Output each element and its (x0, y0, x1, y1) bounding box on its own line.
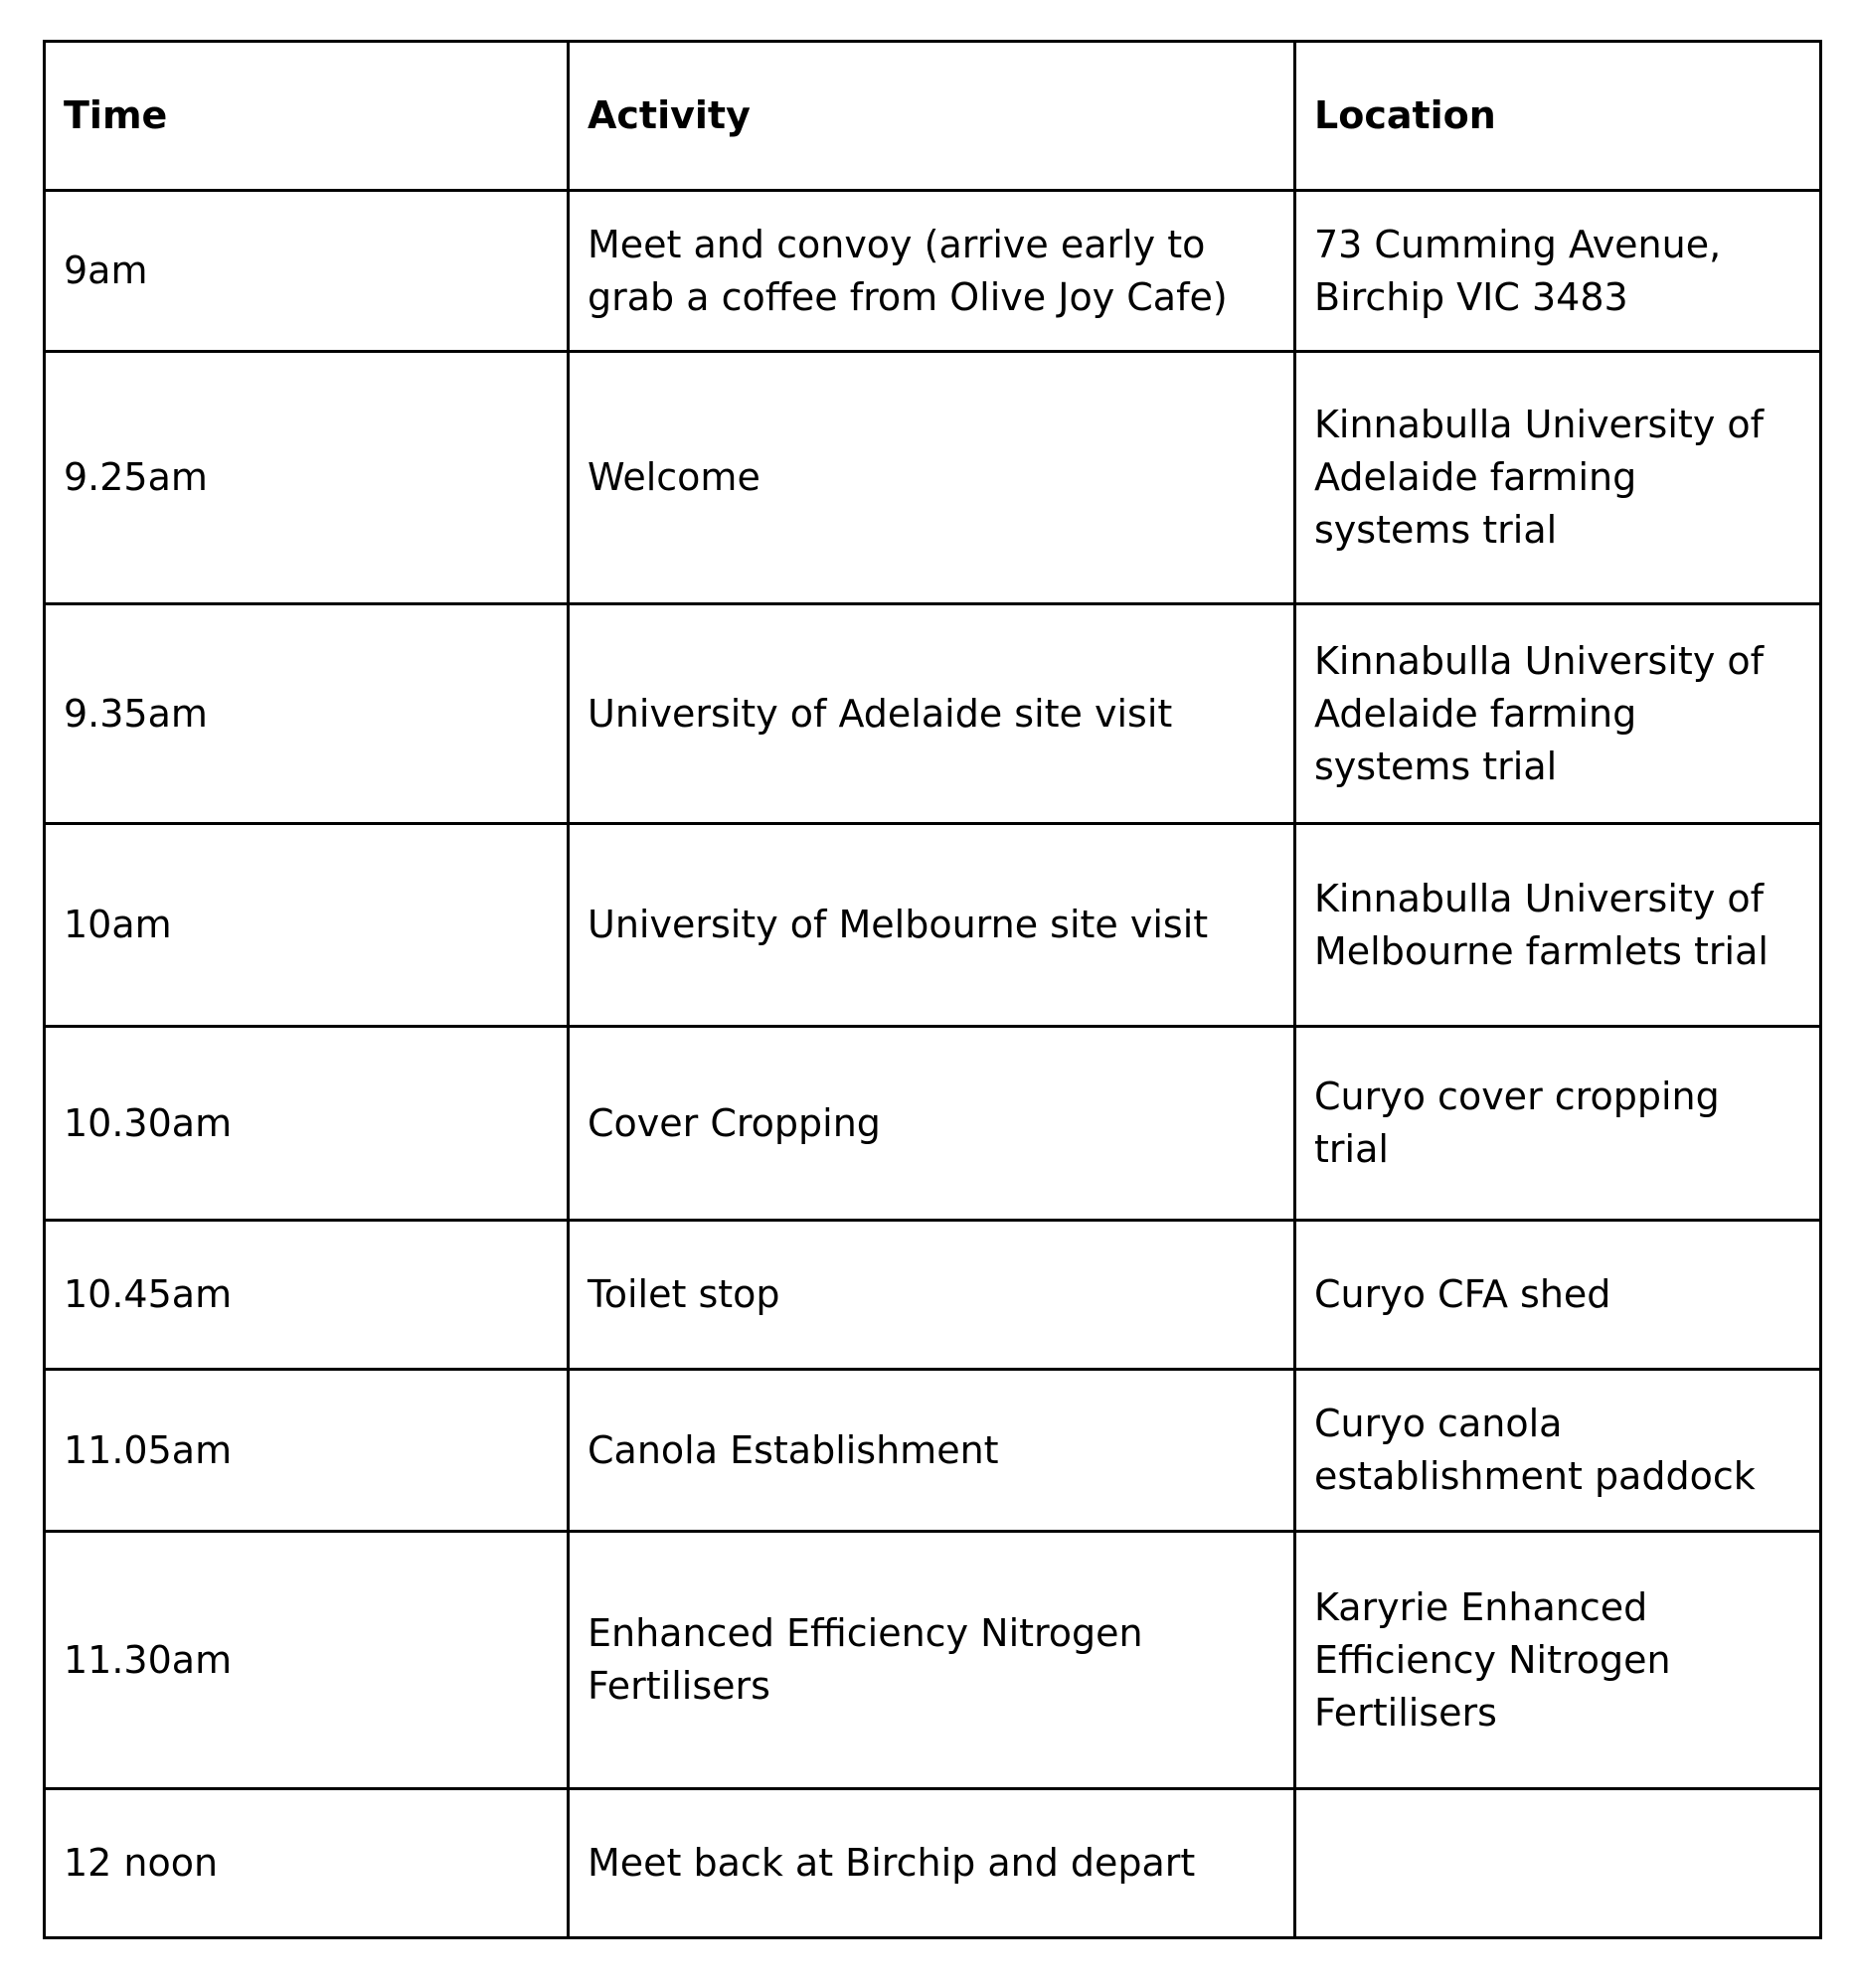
cell-activity: Toilet stop (569, 1221, 1295, 1370)
cell-activity: Cover Cropping (569, 1027, 1295, 1221)
cell-activity: University of Adelaide site visit (569, 604, 1295, 824)
cell-time: 11.05am (45, 1370, 569, 1532)
cell-time: 9.25am (45, 352, 569, 604)
cell-time: 10.30am (45, 1027, 569, 1221)
header-activity: Activity (569, 42, 1295, 191)
cell-time: 11.30am (45, 1532, 569, 1789)
cell-activity: Canola Establishment (569, 1370, 1295, 1532)
cell-location (1295, 1789, 1821, 1938)
header-row (45, 42, 1821, 191)
table-row (45, 352, 1821, 604)
table-row (45, 191, 1821, 352)
cell-activity: Welcome (569, 352, 1295, 604)
cell-location: Karyrie Enhanced Efficiency Nitrogen Fertilisers (1295, 1532, 1821, 1789)
table-row (45, 1221, 1821, 1370)
cell-time: 10am (45, 824, 569, 1027)
cell-activity: University of Melbourne site visit (569, 824, 1295, 1027)
table-row (45, 1027, 1821, 1221)
table-row (45, 824, 1821, 1027)
cell-location: Kinnabulla University of Adelaide farming systems trial (1295, 352, 1821, 604)
cell-location: Kinnabulla University of Adelaide farming systems trial (1295, 604, 1821, 824)
cell-location: Curyo canola establishment paddock (1295, 1370, 1821, 1532)
cell-location: Curyo CFA shed (1295, 1221, 1821, 1370)
header-time: Time (45, 42, 569, 191)
cell-activity: Meet back at Birchip and depart (569, 1789, 1295, 1938)
cell-activity: Meet and convoy (arrive early to grab a coffee from Olive Joy Cafe) (569, 191, 1295, 352)
table-row (45, 1789, 1821, 1938)
table-row (45, 1370, 1821, 1532)
table-row (45, 1532, 1821, 1789)
cell-location: Curyo cover cropping trial (1295, 1027, 1821, 1221)
cell-location: 73 Cumming Avenue, Birchip VIC 3483 (1295, 191, 1821, 352)
cell-location: Kinnabulla University of Melbourne farmlets trial (1295, 824, 1821, 1027)
header-location: Location (1295, 42, 1821, 191)
cell-time: 9.35am (45, 604, 569, 824)
table-row (45, 604, 1821, 824)
cell-time: 12 noon (45, 1789, 569, 1938)
cell-activity: Enhanced Efficiency Nitrogen Fertilisers (569, 1532, 1295, 1789)
cell-time: 9am (45, 191, 569, 352)
schedule-table (43, 40, 1822, 1939)
cell-time: 10.45am (45, 1221, 569, 1370)
